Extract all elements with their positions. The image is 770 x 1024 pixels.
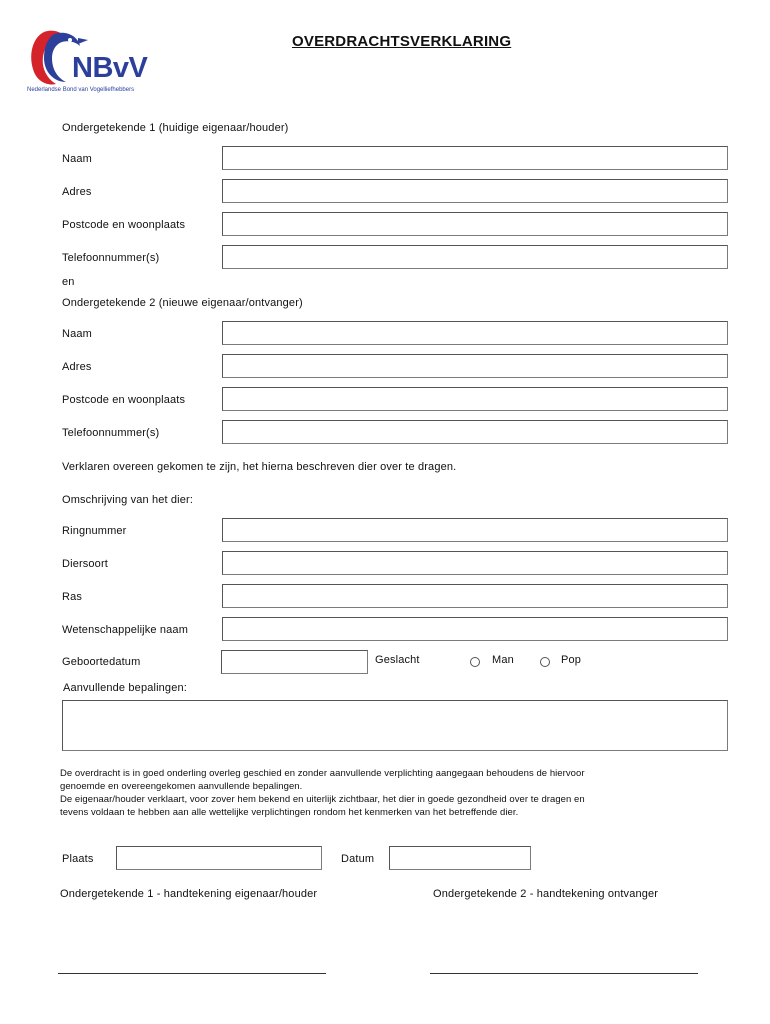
- party2-heading: Ondergetekende 2 (nieuwe eigenaar/ontvanger): [62, 297, 303, 309]
- party2-phone-label: Telefoonnummer(s): [62, 427, 160, 439]
- party2-name-label: Naam: [62, 328, 92, 340]
- terms-line: tevens voldaan te hebben aan alle wettelijke verplichtingen rondom het kenmerken van het betreffende dier.: [60, 807, 519, 818]
- party2-address-input[interactable]: [222, 354, 728, 378]
- party1-address-input[interactable]: [222, 179, 728, 203]
- terms-paragraph: [60, 767, 730, 819]
- party1-heading: Ondergetekende 1 (huidige eigenaar/houder): [62, 122, 289, 134]
- place-label: Plaats: [62, 853, 94, 865]
- party2-postal-input[interactable]: [222, 387, 728, 411]
- date-label: Datum: [341, 853, 375, 865]
- species-label: Diersoort: [62, 558, 108, 570]
- page-title: OVERDRACHTSVERKLARING: [292, 33, 512, 50]
- party2-name-input[interactable]: [222, 321, 728, 345]
- signature2-line[interactable]: [430, 973, 698, 974]
- terms-line: De eigenaar/houder verklaart, voor zover hem bekend en uiterlijk zichtbaar, het dier in goede gezondheid over te dragen en: [60, 794, 585, 805]
- party1-phone-label: Telefoonnummer(s): [62, 252, 160, 264]
- date-input[interactable]: [389, 846, 531, 870]
- extra-provisions-label: Aanvullende bepalingen:: [63, 682, 187, 694]
- breed-label: Ras: [62, 591, 83, 603]
- party1-postal-label: Postcode en woonplaats: [62, 219, 186, 231]
- party1-postal-input[interactable]: [222, 212, 728, 236]
- gender-female-radio[interactable]: [540, 657, 550, 667]
- gender-label: Geslacht: [375, 654, 420, 666]
- birthdate-label: Geboortedatum: [62, 656, 141, 668]
- terms-line: De overdracht is in goed onderling overleg geschied en zonder aanvullende verplichting aangegaan behoudens de hiervoor: [60, 768, 585, 779]
- ring-label: Ringnummer: [62, 525, 127, 537]
- scientific-name-label: Wetenschappelijke naam: [62, 624, 189, 636]
- party1-phone-input[interactable]: [222, 245, 728, 269]
- declaration-text: Verklaren overeen gekomen te zijn, het hierna beschreven dier over te dragen.: [62, 461, 457, 473]
- logo-wordmark: NBvV: [72, 52, 148, 84]
- terms-line: genoemde en overeengekomen aanvullende bepalingen.: [60, 781, 303, 792]
- logo-subtitle: Nederlandse Bond van Vogelliefhebbers: [27, 87, 135, 93]
- signature1-line[interactable]: [58, 973, 326, 974]
- animal-heading: Omschrijving van het dier:: [62, 494, 194, 506]
- gender-male-label: Man: [492, 654, 514, 666]
- party1-name-input[interactable]: [222, 146, 728, 170]
- scientific-name-input[interactable]: [222, 617, 728, 641]
- signature1-label: Ondergetekende 1 - handtekening eigenaar/houder: [60, 888, 318, 900]
- extra-provisions-textarea[interactable]: [62, 700, 728, 751]
- party1-name-label: Naam: [62, 153, 92, 165]
- party2-address-label: Adres: [62, 361, 92, 373]
- signature2-label: Ondergetekende 2 - handtekening ontvanger: [433, 888, 659, 900]
- ring-input[interactable]: [222, 518, 728, 542]
- connector-text: en: [62, 276, 75, 288]
- gender-male-radio[interactable]: [470, 657, 480, 667]
- birthdate-input[interactable]: [221, 650, 368, 674]
- place-input[interactable]: [116, 846, 322, 870]
- species-input[interactable]: [222, 551, 728, 575]
- gender-female-label: Pop: [561, 654, 582, 666]
- breed-input[interactable]: [222, 584, 728, 608]
- party2-postal-label: Postcode en woonplaats: [62, 394, 186, 406]
- party1-address-label: Adres: [62, 186, 92, 198]
- party2-phone-input[interactable]: [222, 420, 728, 444]
